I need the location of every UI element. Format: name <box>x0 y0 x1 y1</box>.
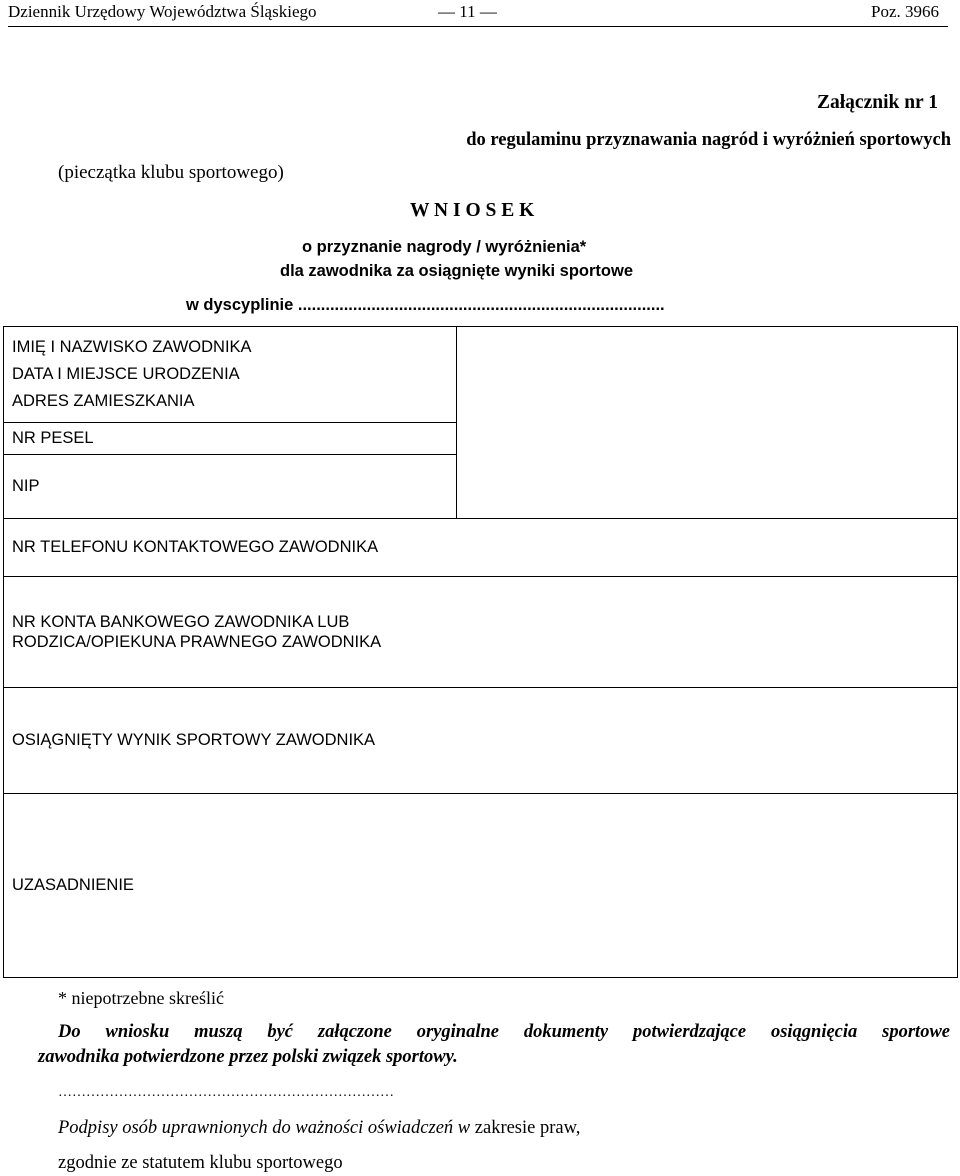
annex-subtitle: do regulaminu przyznawania nagród i wyróżnień sportowych <box>466 130 951 150</box>
journal-title: Dziennik Urzędowy Województwa Śląskiego <box>8 2 317 21</box>
attachments-line2: zawodnika potwierdzone przez polski związek sportowy. <box>38 1047 458 1067</box>
bank-label-line1: NR KONTA BANKOWEGO ZAWODNIKA LUB <box>12 613 350 631</box>
pesel-label: NR PESEL <box>4 423 457 455</box>
signatures-line2: zgodnie ze statutem klubu sportowego <box>58 1153 343 1173</box>
application-title: W N I O S E K <box>410 200 535 221</box>
table-row <box>4 327 958 423</box>
header-rule <box>8 26 948 27</box>
position-number: Poz. 3966 <box>871 2 939 21</box>
signatures-italic: Podpisy osób uprawnionych do ważności oświadczeń w <box>58 1118 471 1138</box>
table-row <box>4 794 958 978</box>
personal-data-labels <box>4 327 457 423</box>
athlete-data-table <box>3 326 958 978</box>
table-row <box>4 688 958 794</box>
phone-label: NR TELEFONU KONTAKTOWEGO ZAWODNIKA <box>4 519 958 577</box>
page-number: — 11 — <box>438 2 497 21</box>
application-subject-line1: o przyznanie nagrody / wyróżnienia* <box>302 238 587 256</box>
table-row <box>4 577 958 688</box>
attachments-line1: Do wniosku muszą być załączone oryginalne dokumenty potwierdzające osiągnięcia sportowe <box>58 1022 950 1042</box>
birth-label: DATA I MIEJSCE URODZENIA <box>12 365 240 383</box>
signature-dots: ……………………………………………………………… <box>58 1085 394 1100</box>
discipline-field: w dyscyplinie ................................................................................ <box>186 296 665 314</box>
table-row <box>4 519 958 577</box>
sport-result-label: OSIĄGNIĘTY WYNIK SPORTOWY ZAWODNIKA <box>4 688 958 794</box>
personal-data-value-cell[interactable] <box>457 327 958 519</box>
footnote: * niepotrzebne skreślić <box>58 988 224 1008</box>
bank-label-line2: RODZICA/OPIEKUNA PRAWNEGO ZAWODNIKA <box>12 633 382 651</box>
signatures-rest: zakresie praw, <box>470 1118 581 1138</box>
stamp-label: (pieczątka klubu sportowego) <box>58 162 284 183</box>
annex-title: Załącznik nr 1 <box>817 92 938 113</box>
nip-label: NIP <box>4 455 457 519</box>
name-label: IMIĘ I NAZWISKO ZAWODNIKA <box>12 338 252 356</box>
address-label: ADRES ZAMIESZKANIA <box>12 392 195 410</box>
signatures-line1 <box>58 1118 580 1139</box>
justification-label: UZASADNIENIE <box>4 794 958 978</box>
bank-account-cell <box>4 577 958 688</box>
application-subject-line2: dla zawodnika za osiągnięte wyniki sportowe <box>280 262 634 280</box>
